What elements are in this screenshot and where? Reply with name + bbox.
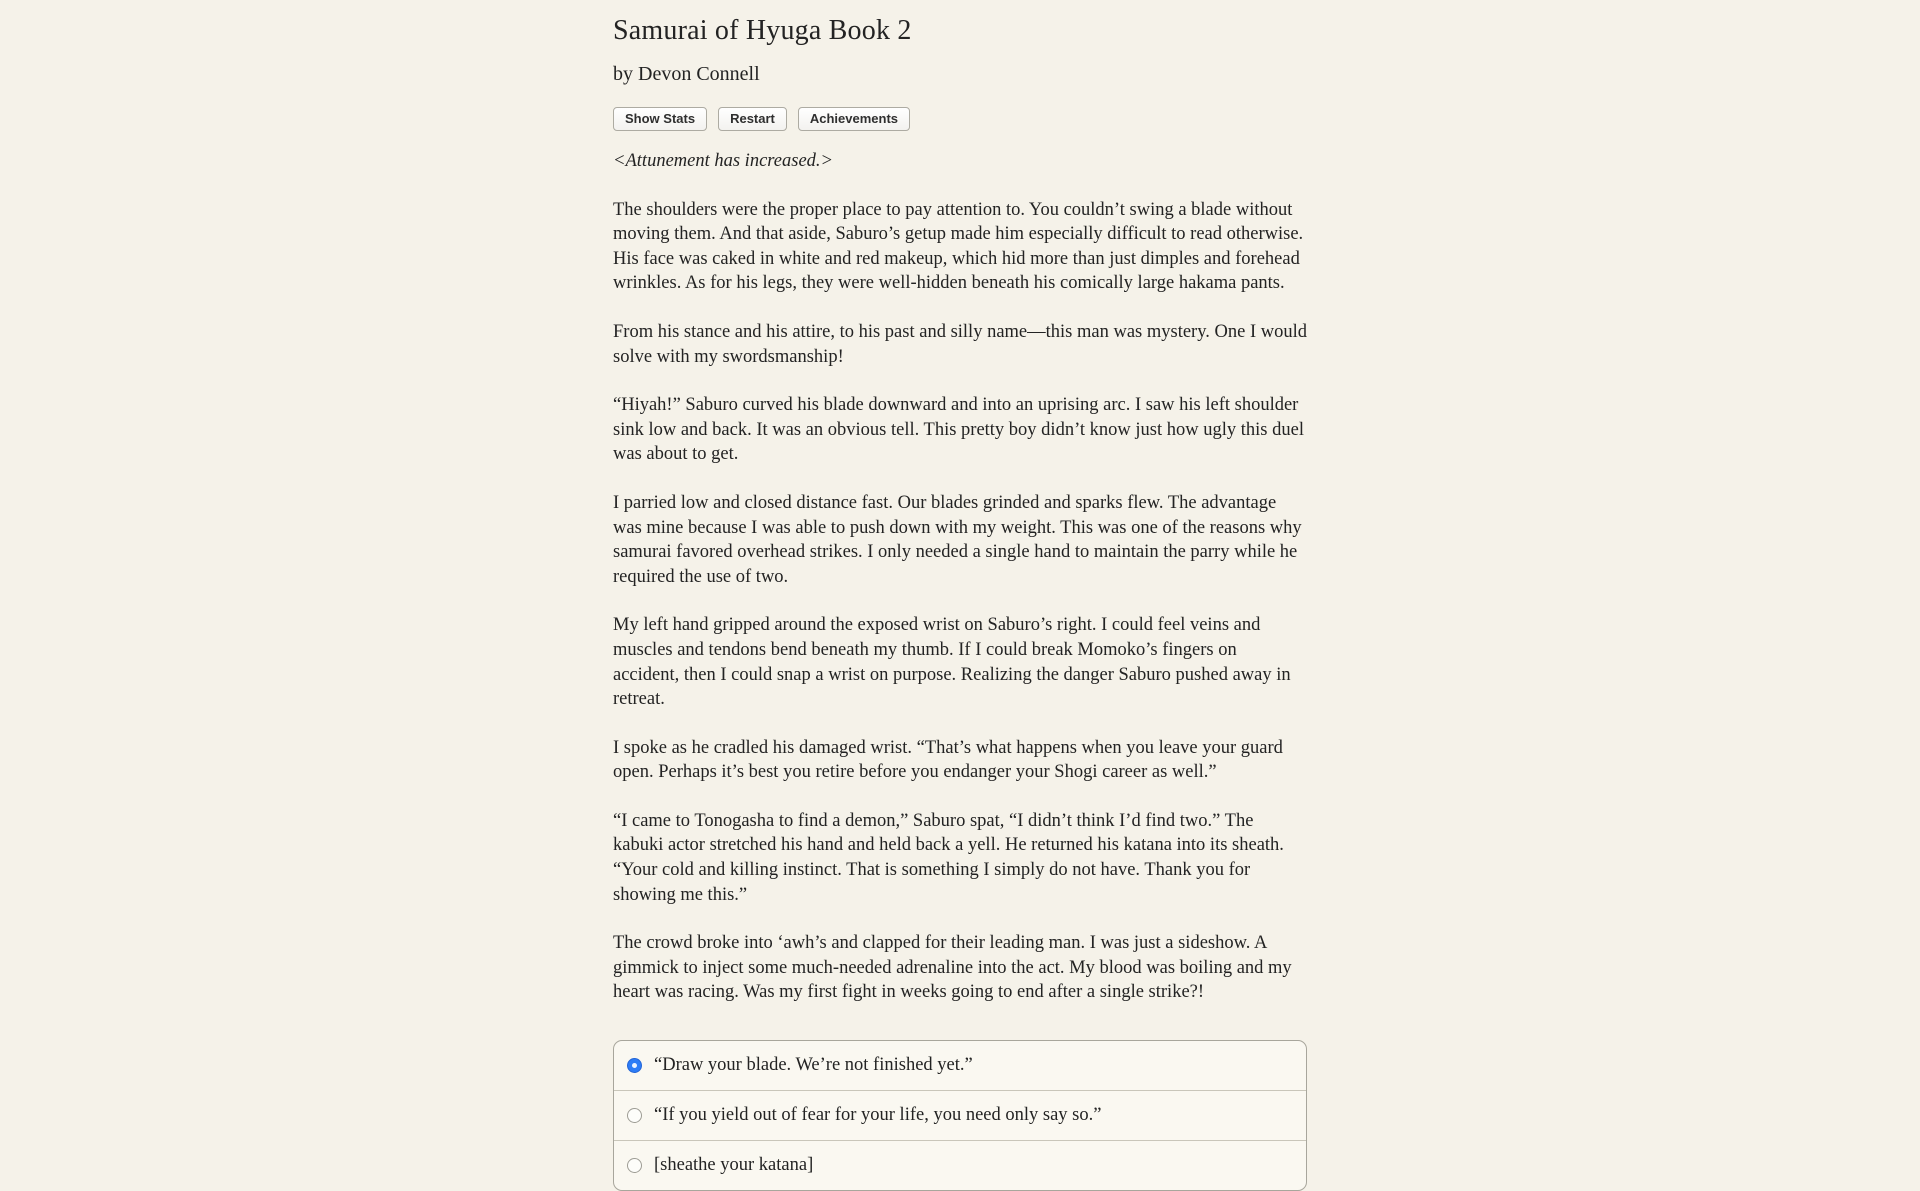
choice-list <box>613 1040 1307 1191</box>
story-paragraph: The crowd broke into ‘awh’s and clapped for their leading man. I was just a sideshow. A gimmick to inject some much-needed adrenaline into the act. My blood was boiling and my heart was racing. Was my first fight in weeks going to end after a single strike?! <box>613 933 1292 1003</box>
choice-option-1-label: “If you yield out of fear for your life, you need only say so.” <box>654 1105 1102 1126</box>
story-paragraph: From his stance and his attire, to his past and silly name—this man was mystery. One I would solve with my swordsmanship! <box>613 321 1307 367</box>
choice-option-0[interactable] <box>614 1041 1306 1090</box>
story-text <box>613 149 1307 1005</box>
author-byline: by Devon Connell <box>613 63 760 85</box>
story-paragraph: I spoke as he cradled his damaged wrist. “That’s what happens when you leave your guard open. Perhaps it’s best you retire before you endanger your Shogi career as well.” <box>613 737 1283 783</box>
achievements-button[interactable]: Achievements <box>798 107 910 131</box>
choice-option-2[interactable] <box>614 1140 1306 1190</box>
show-stats-button[interactable]: Show Stats <box>613 107 707 131</box>
restart-button[interactable]: Restart <box>718 107 787 131</box>
choice-option-2-label: [sheathe your katana] <box>654 1155 814 1176</box>
story-paragraph: “I came to Tonogasha to find a demon,” Saburo spat, “I didn’t think I’d find two.” The kabuki actor stretched his hand and held back a yell. He returned his katana into its sheath. “Your cold and killing instinct. That is something I simply do not have. Thank you for showing me this.” <box>613 810 1284 905</box>
choice-option-0-label: “Draw your blade. We’re not finished yet.” <box>654 1055 973 1076</box>
status-line <box>613 149 1307 174</box>
story-paragraph: My left hand gripped around the exposed wrist on Saburo’s right. I could feel veins and muscles and tendons bend beneath my thumb. If I could break Momoko’s fingers on accident, then I could snap a wrist on purpose. Realizing the danger Saburo pushed away in retreat. <box>613 615 1291 710</box>
story-paragraph: “Hiyah!” Saburo curved his blade downward and into an uprising arc. I saw his left shoulder sink low and back. It was an obvious tell. This pretty boy didn’t know just how ugly this duel was about to get. <box>613 395 1304 465</box>
choice-radio-2[interactable] <box>627 1158 642 1173</box>
game-page <box>613 0 1307 1191</box>
status-line-text: <Attunement has increased.> <box>613 151 834 171</box>
choice-radio-0[interactable] <box>627 1058 642 1073</box>
page-title: Samurai of Hyuga Book 2 <box>613 15 912 46</box>
story-paragraph: I parried low and closed distance fast. Our blades grinded and sparks flew. The advantage was mine because I was able to push down with my weight. This was one of the reasons why samurai favored overhead strikes. I only needed a single hand to maintain the parry while he required the use of two. <box>613 492 1302 587</box>
choice-radio-1[interactable] <box>627 1108 642 1123</box>
story-paragraph: The shoulders were the proper place to pay attention to. You couldn’t swing a blade without moving them. And that aside, Saburo’s getup made him especially difficult to read otherwise. His face was caked in white and red makeup, which hid more than just dimples and forehead wrinkles. As for his legs, they were well-hidden beneath his comically large hakama pants. <box>613 199 1304 294</box>
toolbar <box>613 107 1307 131</box>
choice-option-1[interactable] <box>614 1090 1306 1140</box>
